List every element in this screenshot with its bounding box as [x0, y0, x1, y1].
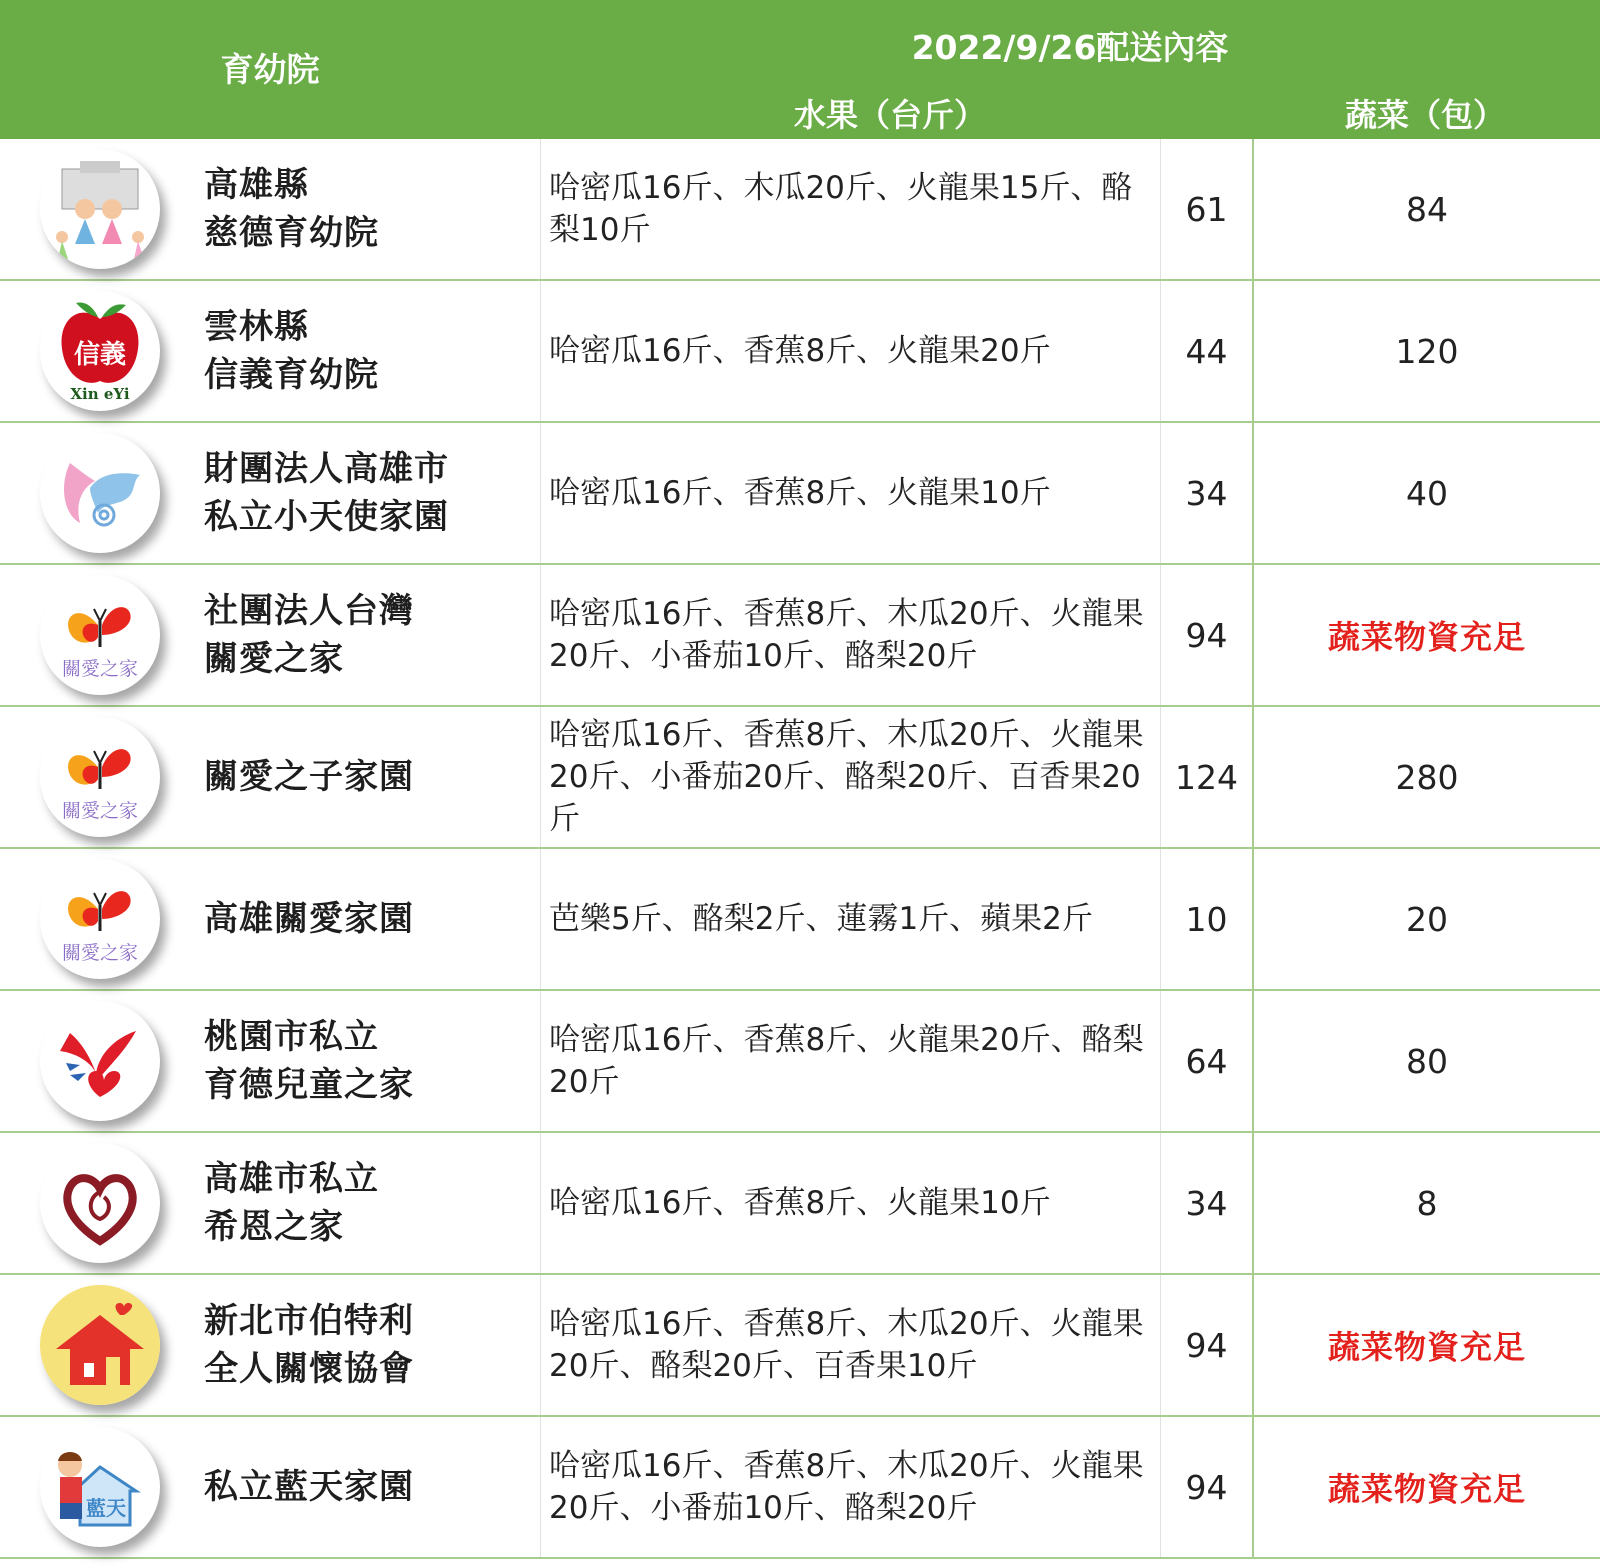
logo-cell — [0, 139, 200, 279]
logo-cell — [0, 565, 200, 705]
svg-text:Xin eYi: Xin eYi — [70, 385, 130, 403]
logo-cell — [0, 707, 200, 847]
fruit-detail: 哈密瓜16斤、香蕉8斤、火龍果20斤 — [540, 281, 1160, 421]
org-name: 高雄縣 慈德育幼院 — [204, 165, 379, 253]
org-name: 雲林縣 信義育幼院 — [204, 307, 379, 395]
table-row — [0, 991, 1600, 1133]
fruit-detail: 哈密瓜16斤、香蕉8斤、火龍果10斤 — [540, 423, 1160, 563]
butterfly-heart-icon — [40, 575, 160, 695]
veg-count: 20 — [1252, 849, 1600, 989]
fruit-detail: 哈密瓜16斤、香蕉8斤、火龍果10斤 — [540, 1133, 1160, 1273]
table-row — [0, 1133, 1600, 1275]
heart-baby-icon — [40, 1143, 160, 1263]
butterfly-heart-icon — [40, 859, 160, 979]
header-org: 育幼院 — [220, 50, 320, 89]
table-row — [0, 1417, 1600, 1559]
fruit-total: 44 — [1160, 281, 1252, 421]
fruit-total: 34 — [1160, 423, 1252, 563]
logo-cell — [0, 1133, 200, 1273]
table-row — [0, 707, 1600, 849]
fruit-total: 34 — [1160, 1133, 1252, 1273]
svg-text:信義: 信義 — [73, 340, 127, 370]
org-name: 新北市伯特利 全人關懷協會 — [204, 1301, 414, 1389]
table-row — [0, 281, 1600, 423]
header-fruit: 水果（台斤） — [793, 96, 986, 134]
fruit-detail: 哈密瓜16斤、木瓜20斤、火龍果15斤、酪梨10斤 — [540, 139, 1160, 279]
table-row — [0, 423, 1600, 565]
fruit-detail: 哈密瓜16斤、香蕉8斤、木瓜20斤、火龍果20斤、小番茄10斤、酪梨20斤 — [540, 1417, 1160, 1557]
logo-cell — [0, 423, 200, 563]
table-header — [0, 0, 1600, 139]
kids-illustration-icon — [40, 149, 160, 269]
table-row — [0, 139, 1600, 281]
org-name: 財團法人高雄市 私立小天使家園 — [204, 449, 449, 537]
house-heart-icon — [40, 1285, 160, 1405]
fruit-detail: 哈密瓜16斤、香蕉8斤、木瓜20斤、火龍果20斤、小番茄20斤、酪梨20斤、百香果20斤 — [540, 707, 1160, 847]
svg-text:關愛之家: 關愛之家 — [61, 942, 139, 964]
org-name: 高雄關愛家園 — [204, 899, 414, 939]
veg-count: 120 — [1252, 281, 1600, 421]
table-row — [0, 849, 1600, 991]
fruit-detail: 哈密瓜16斤、香蕉8斤、木瓜20斤、火龍果20斤、小番茄10斤、酪梨20斤 — [540, 565, 1160, 705]
svg-text:藍天: 藍天 — [86, 1496, 126, 1520]
header-veg: 蔬菜（包） — [1344, 96, 1505, 134]
logo-cell — [0, 991, 200, 1131]
fruit-detail: 芭樂5斤、酪梨2斤、蓮霧1斤、蘋果2斤 — [540, 849, 1160, 989]
veg-count: 蔬菜物資充足 — [1252, 565, 1600, 705]
fruit-total: 94 — [1160, 1275, 1252, 1415]
butterfly-heart-icon — [40, 717, 160, 837]
veg-count: 蔬菜物資充足 — [1252, 1275, 1600, 1415]
fruit-total: 10 — [1160, 849, 1252, 989]
logo-cell — [0, 1275, 200, 1415]
veg-count: 8 — [1252, 1133, 1600, 1273]
org-name: 桃園市私立 育德兒童之家 — [204, 1017, 414, 1105]
fruit-total: 61 — [1160, 139, 1252, 279]
logo-cell — [0, 849, 200, 989]
fruit-total: 94 — [1160, 565, 1252, 705]
header-date-title: 2022/9/26配送內容 — [911, 28, 1229, 67]
veg-count: 40 — [1252, 423, 1600, 563]
org-name: 私立藍天家園 — [204, 1467, 414, 1507]
veg-count: 84 — [1252, 139, 1600, 279]
logo-cell — [0, 281, 200, 421]
logo-cell — [0, 1417, 200, 1557]
fruit-detail: 哈密瓜16斤、香蕉8斤、木瓜20斤、火龍果20斤、酪梨20斤、百香果10斤 — [540, 1275, 1160, 1415]
org-name: 社團法人台灣 關愛之家 — [204, 591, 414, 679]
table-body — [0, 139, 1600, 1559]
fruit-total: 94 — [1160, 1417, 1252, 1557]
table-row — [0, 1275, 1600, 1417]
bird-heart-icon — [40, 1001, 160, 1121]
fruit-detail: 哈密瓜16斤、香蕉8斤、火龍果20斤、酪梨20斤 — [540, 991, 1160, 1131]
veg-count: 蔬菜物資充足 — [1252, 1417, 1600, 1557]
svg-text:關愛之家: 關愛之家 — [61, 658, 139, 680]
org-name: 關愛之子家園 — [204, 757, 414, 797]
veg-count: 280 — [1252, 707, 1600, 847]
table-row — [0, 565, 1600, 707]
fruit-total: 64 — [1160, 991, 1252, 1131]
svg-text:關愛之家: 關愛之家 — [61, 800, 139, 822]
apple-xinyi-icon — [40, 291, 160, 411]
org-name: 高雄市私立 希恩之家 — [204, 1159, 379, 1247]
veg-count: 80 — [1252, 991, 1600, 1131]
fruit-total: 124 — [1160, 707, 1252, 847]
blue-sky-home-icon — [40, 1427, 160, 1547]
angel-wave-icon — [40, 433, 160, 553]
